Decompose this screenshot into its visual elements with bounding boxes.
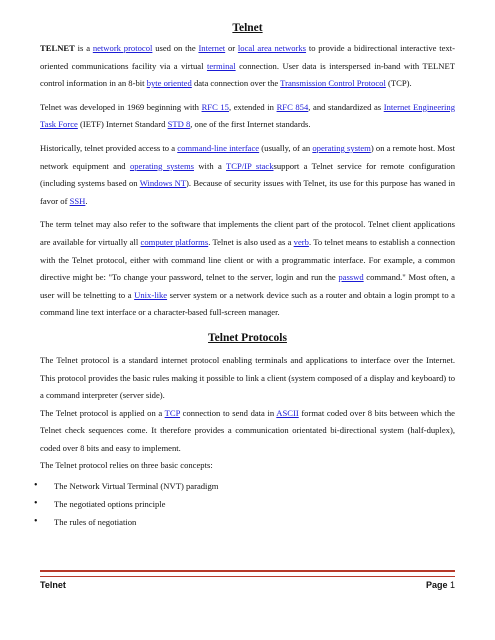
paragraph-basic-concepts: The Telnet protocol relies on three basic concepts: <box>40 460 213 471</box>
link-ssh[interactable]: SSH <box>69 195 86 206</box>
paragraph-protocol-standard: The Telnet protocol is a standard internet protocol enabling terminals and applications to interface over the Internet. This protocol provides the basic rules making it possible to link a client (system composed of a display and keyboard) to a command interpreter (server side). <box>40 354 455 401</box>
section-heading-protocols: Telnet Protocols <box>208 331 287 344</box>
footer-page-number: 1 <box>449 580 455 590</box>
footer-page-label: Page <box>425 580 448 590</box>
footer-rule-thin <box>40 576 455 577</box>
link-command-line-interface[interactable]: command-line interface <box>177 142 260 153</box>
footer-row <box>40 580 455 590</box>
link-tcp[interactable]: TCP <box>164 407 181 418</box>
paragraph-intro: TELNET is a network protocol used on the Internet or local area networks to provide a bidirectional interactive text-oriented communications facility via a virtual terminal connection. User data is interspersed in-band with TELNET control information in an 8-bit byte oriented data connection over the Transmission Control Protocol (TCP). <box>40 43 455 89</box>
link-std-8[interactable]: STD 8 <box>167 119 191 130</box>
list-item: • The rules of negotiation <box>40 513 455 531</box>
concepts-list <box>40 477 455 531</box>
footer-title: Telnet <box>40 580 66 590</box>
link-operating-system[interactable]: operating system <box>312 142 371 153</box>
document-body <box>40 22 455 531</box>
link-rfc-854[interactable]: RFC 854 <box>276 101 309 112</box>
telnet-bold-term: TELNET <box>40 43 75 53</box>
paragraph-term-telnet: The term telnet may also refer to the software that implements the client part of the protocol. Telnet client applications are available for virtually all computer platforms. Telnet is also used as a verb. To telnet means to establish a connection with the Telnet protocol, either with command line client or with a programmatic interface. For example, a common directive might be: "To change your password, telnet to the server, login and run the passwd command." Most often, a user will be telnetting to a Unix-like server system or a network device such as a router and obtain a login prompt to a command line text interface or a character-based full-screen manager. <box>40 219 456 318</box>
link-terminal[interactable]: terminal <box>206 60 236 71</box>
paragraph-protocol-tcp: The Telnet protocol is applied on a TCP connection to send data in ASCII format coded over 8 bits between which the Telnet check sequences come. It therefore provides a communication orientated bi-directional system (half-duplex), coded over 8 bits and easy to implement. <box>40 407 455 453</box>
link-windows-nt[interactable]: Windows NT <box>139 178 187 189</box>
list-item: • The negotiated options principle <box>40 495 455 513</box>
footer-rule <box>40 570 455 572</box>
page-footer <box>40 570 455 590</box>
list-item: • The Network Virtual Terminal (NVT) paradigm <box>40 477 455 495</box>
paragraph-historically: Historically, telnet provided access to a command-line interface (usually, of an operating system) on a remote host. Most network equipment and operating systems with a TCP/IP stacksupport a Telnet service for remote configuration (including systems based on Windows NT). Because of security issues with Telnet, its use for this purpose has waned in favor of SSH. <box>40 142 456 206</box>
link-network-protocol[interactable]: network protocol <box>92 43 153 53</box>
link-passwd[interactable]: passwd <box>338 272 364 283</box>
paragraph-history: Telnet was developed in 1969 beginning with RFC 15, extended in RFC 854, and standardized as Internet Engineering Task Force (IETF) Internet Standard STD 8, one of the first Internet standards. <box>40 101 456 130</box>
link-computer-platforms[interactable]: computer platforms <box>140 236 209 247</box>
link-operating-systems[interactable]: operating systems <box>129 160 194 171</box>
link-unix-like[interactable]: Unix-like <box>134 289 168 300</box>
link-ietf[interactable]: Internet Engineering Task Force <box>40 101 456 130</box>
link-tcp-full[interactable]: Transmission Control Protocol <box>280 78 386 89</box>
link-internet[interactable]: Internet <box>198 43 226 53</box>
link-ascii[interactable]: ASCII <box>276 407 299 418</box>
link-tcp-ip-stack[interactable]: TCP/IP stack <box>226 160 274 171</box>
link-rfc-15[interactable]: RFC 15 <box>201 101 229 112</box>
page-title: Telnet <box>232 22 263 34</box>
link-local-area-networks[interactable]: local area networks <box>237 43 307 53</box>
footer-page <box>426 580 455 590</box>
link-verb[interactable]: verb <box>293 236 309 247</box>
link-byte-oriented[interactable]: byte oriented <box>146 78 192 89</box>
